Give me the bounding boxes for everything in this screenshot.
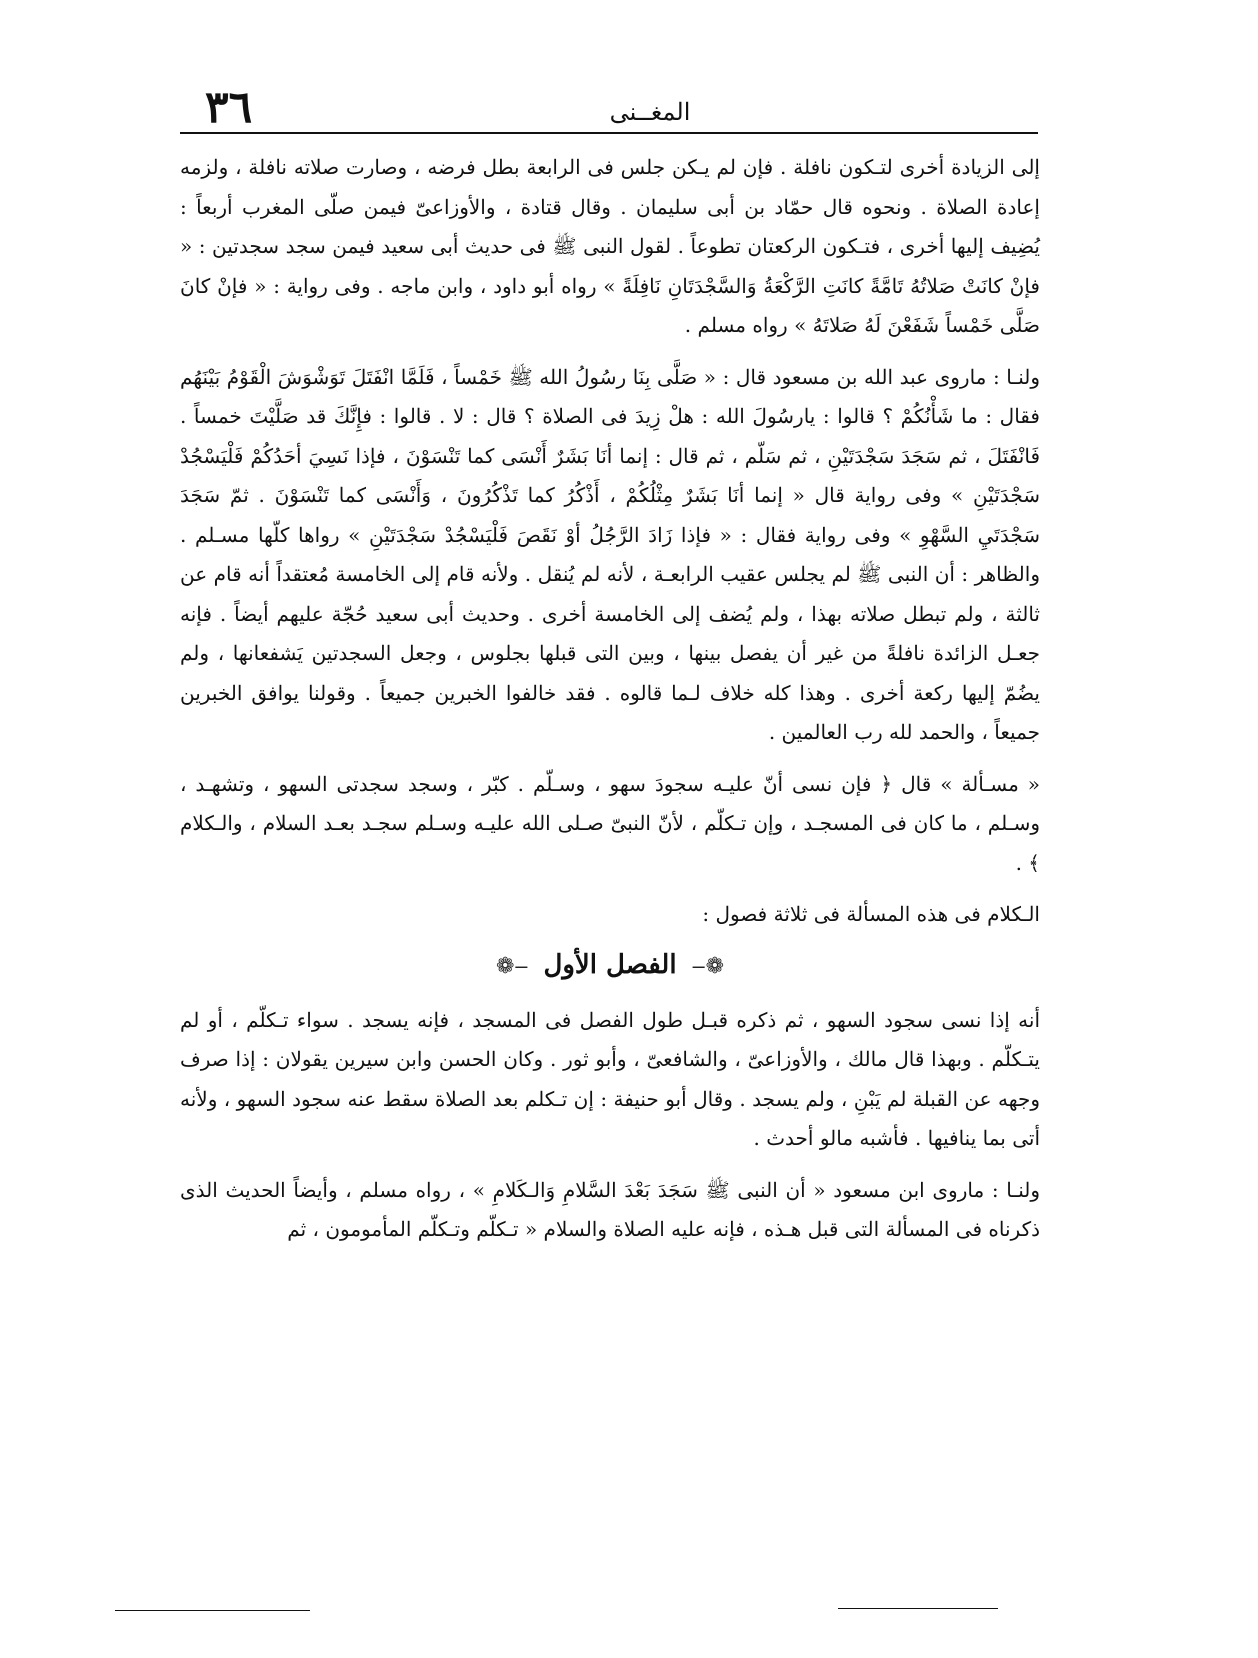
ornament-icon: ❁‒ — [691, 953, 725, 979]
paragraph-masala: « مسـألة » قال ﴿ فإن نسى أنّ عليـه سجودَ سهو ، وسـلّم . كبّر ، وسجد سجدتى السهو ، وتشهـد ، وسـلم ، ما كان فى المسجـد ، وإن تـكلّم ، لأنّ النبىّ صـلى الله عليـه وسـلم سجـد بعـد السلام ، والـكلام ﴾ . — [180, 771, 1040, 875]
page-number: ٣٦ — [205, 82, 253, 133]
running-title: المغــنى — [609, 98, 691, 126]
paragraph-3: أنه إذا نسى سجود السهو ، ثم ذكره قبـل طول الفصل فى المسجد ، فإنه يسجد . سواء تـكلّم ، أو لم يتـكلّم . وبهذا قال مالك ، والأوزاعىّ ، والشافعىّ ، وأبو ثور . وكان الحسن وابن سيرين يقولان : إذا صرف وجهه عن القبلة لم يَبْنِ ، ولم يسجد . وقال أبو حنيفة : إن تـكلم بعد الصلاة سقط عنه سجود السهو ، ولأنه أتى بما ينافيها . فأشبه مالو أحدث . — [180, 1007, 1041, 1150]
section-heading-text: الفصل الأول — [543, 949, 677, 980]
footnote-rule-right — [838, 1608, 998, 1609]
text-body — [180, 148, 1040, 1250]
paragraph-1: إلى الزيادة أخرى لتـكون نافلة . فإن لم يـكن جلس فى الرابعة بطل فرضه ، وصارت صلاته نافلة ، ولزمه إعادة الصلاة . ونحوه قال حمّاد بن أبى سليمان . وقال قتادة ، والأوزاعىّ فيمن صلّى المغرب أربعاً : يُضِيف إليها أخرى ، فتـكون الركعتان تطوعاً . لقول النبى ﷺ فى حديث أبى سعيد فيمن سجد سجدتين : « فإنْ كانَتْ صَلاتُهُ تَامَّةً كانَتِ الرَّكْعَةُ وَالسَّجْدَتَانِ نَافِلَةً » رواه أبو داود ، وابن ماجه . وفى رواية : « فإنْ كانَ صَلَّى خَمْساً شَفَعْنَ لَهُ صَلاتَهُ » رواه مسلم . — [180, 155, 1040, 337]
footnote-rule-left — [115, 1610, 310, 1611]
paragraph-2: ولنـا : ماروى عبد الله بن مسعود قال : « صَلَّى بِنَا رسُولُ الله ﷺ خَمْساً ، فَلَمَّا انْفَتَلَ تَوَشْوَشَ الْقَوْمُ بَيْنَهُم فقال : ما شَأْنُكُمْ ؟ قالوا : يارسُولَ الله : هلْ زِيدَ فى الصلاة ؟ قال : لا . قالوا : فإِنَّكَ قد صَلَّيْتَ خمساً . فَانْفَتَلَ ، ثم سَجَدَ سَجْدَتَيْنِ ، ثم سَلّم ، ثم قال : إنما أنَا بَشَرٌ أَنْسَى كما تَنْسَوْنَ ، فإذا نَسِيَ أحَدُكُمْ فَلْيَسْجُدْ سَجْدَتَيْنِ » وفى رواية قال « إنما أنَا بَشَرٌ مِثْلُكُمْ ، أَذْكُرُ كما تَذْكُرُونَ ، وَأَنْسَى كما تَنْسَوْنَ . ثمّ سَجَدَ سَجْدَتَيِ السَّهْوِ » وفى رواية فقال : « فإذا زَادَ الرَّجُلُ أوْ نَقَصَ فَلْيَسْجُدْ سَجْدَتَيْنِ » رواها كلّها مسـلم . والظاهر : أن النبى ﷺ لم يجلس عقيب الرابعـة ، لأنه لم يُنقل . ولأنه قام إلى الخامسة مُعتقداً أنه قام عن ثالثة ، ولم تبطل صلاته بهذا ، ولم يُضف إلى الخامسة أخرى . وحديث أبى سعيد حُجّة عليهم أيضاً . فإنه جعـل الزائدة نافلةً من غير أن يفصل بينها ، وبين التى قبلها بجلوس ، وجعل السجدتين يَشفعانها ، ولم يضُمّ إليها ركعة أخرى . وهذا كله خلاف لـما قالوه . فقد خالفوا الخبرين جميعاً . وقولنا يوافق الخبرين جميعاً ، والحمد لله رب العالمين . — [180, 364, 1040, 744]
header-rule — [180, 132, 1038, 134]
paragraph-intro: الـكلام فى هذه المسألة فى ثلاثة فصول : — [702, 902, 1040, 926]
ornament-icon: ‒❁ — [495, 953, 529, 979]
section-heading — [180, 939, 1040, 993]
paragraph-4: ولنـا : ماروى ابن مسعود « أن النبى ﷺ سَجَدَ بَعْدَ السَّلامِ وَالـكَلامِ » ، رواه مسلم ، وأيضاً الحديث الذى ذكرناه فى المسألة التى قبل هـذه ، فإنه عليه الصلاة والسلام « تـكلّم وتـكلّم المأمومون ، ثم — [180, 1177, 1040, 1241]
